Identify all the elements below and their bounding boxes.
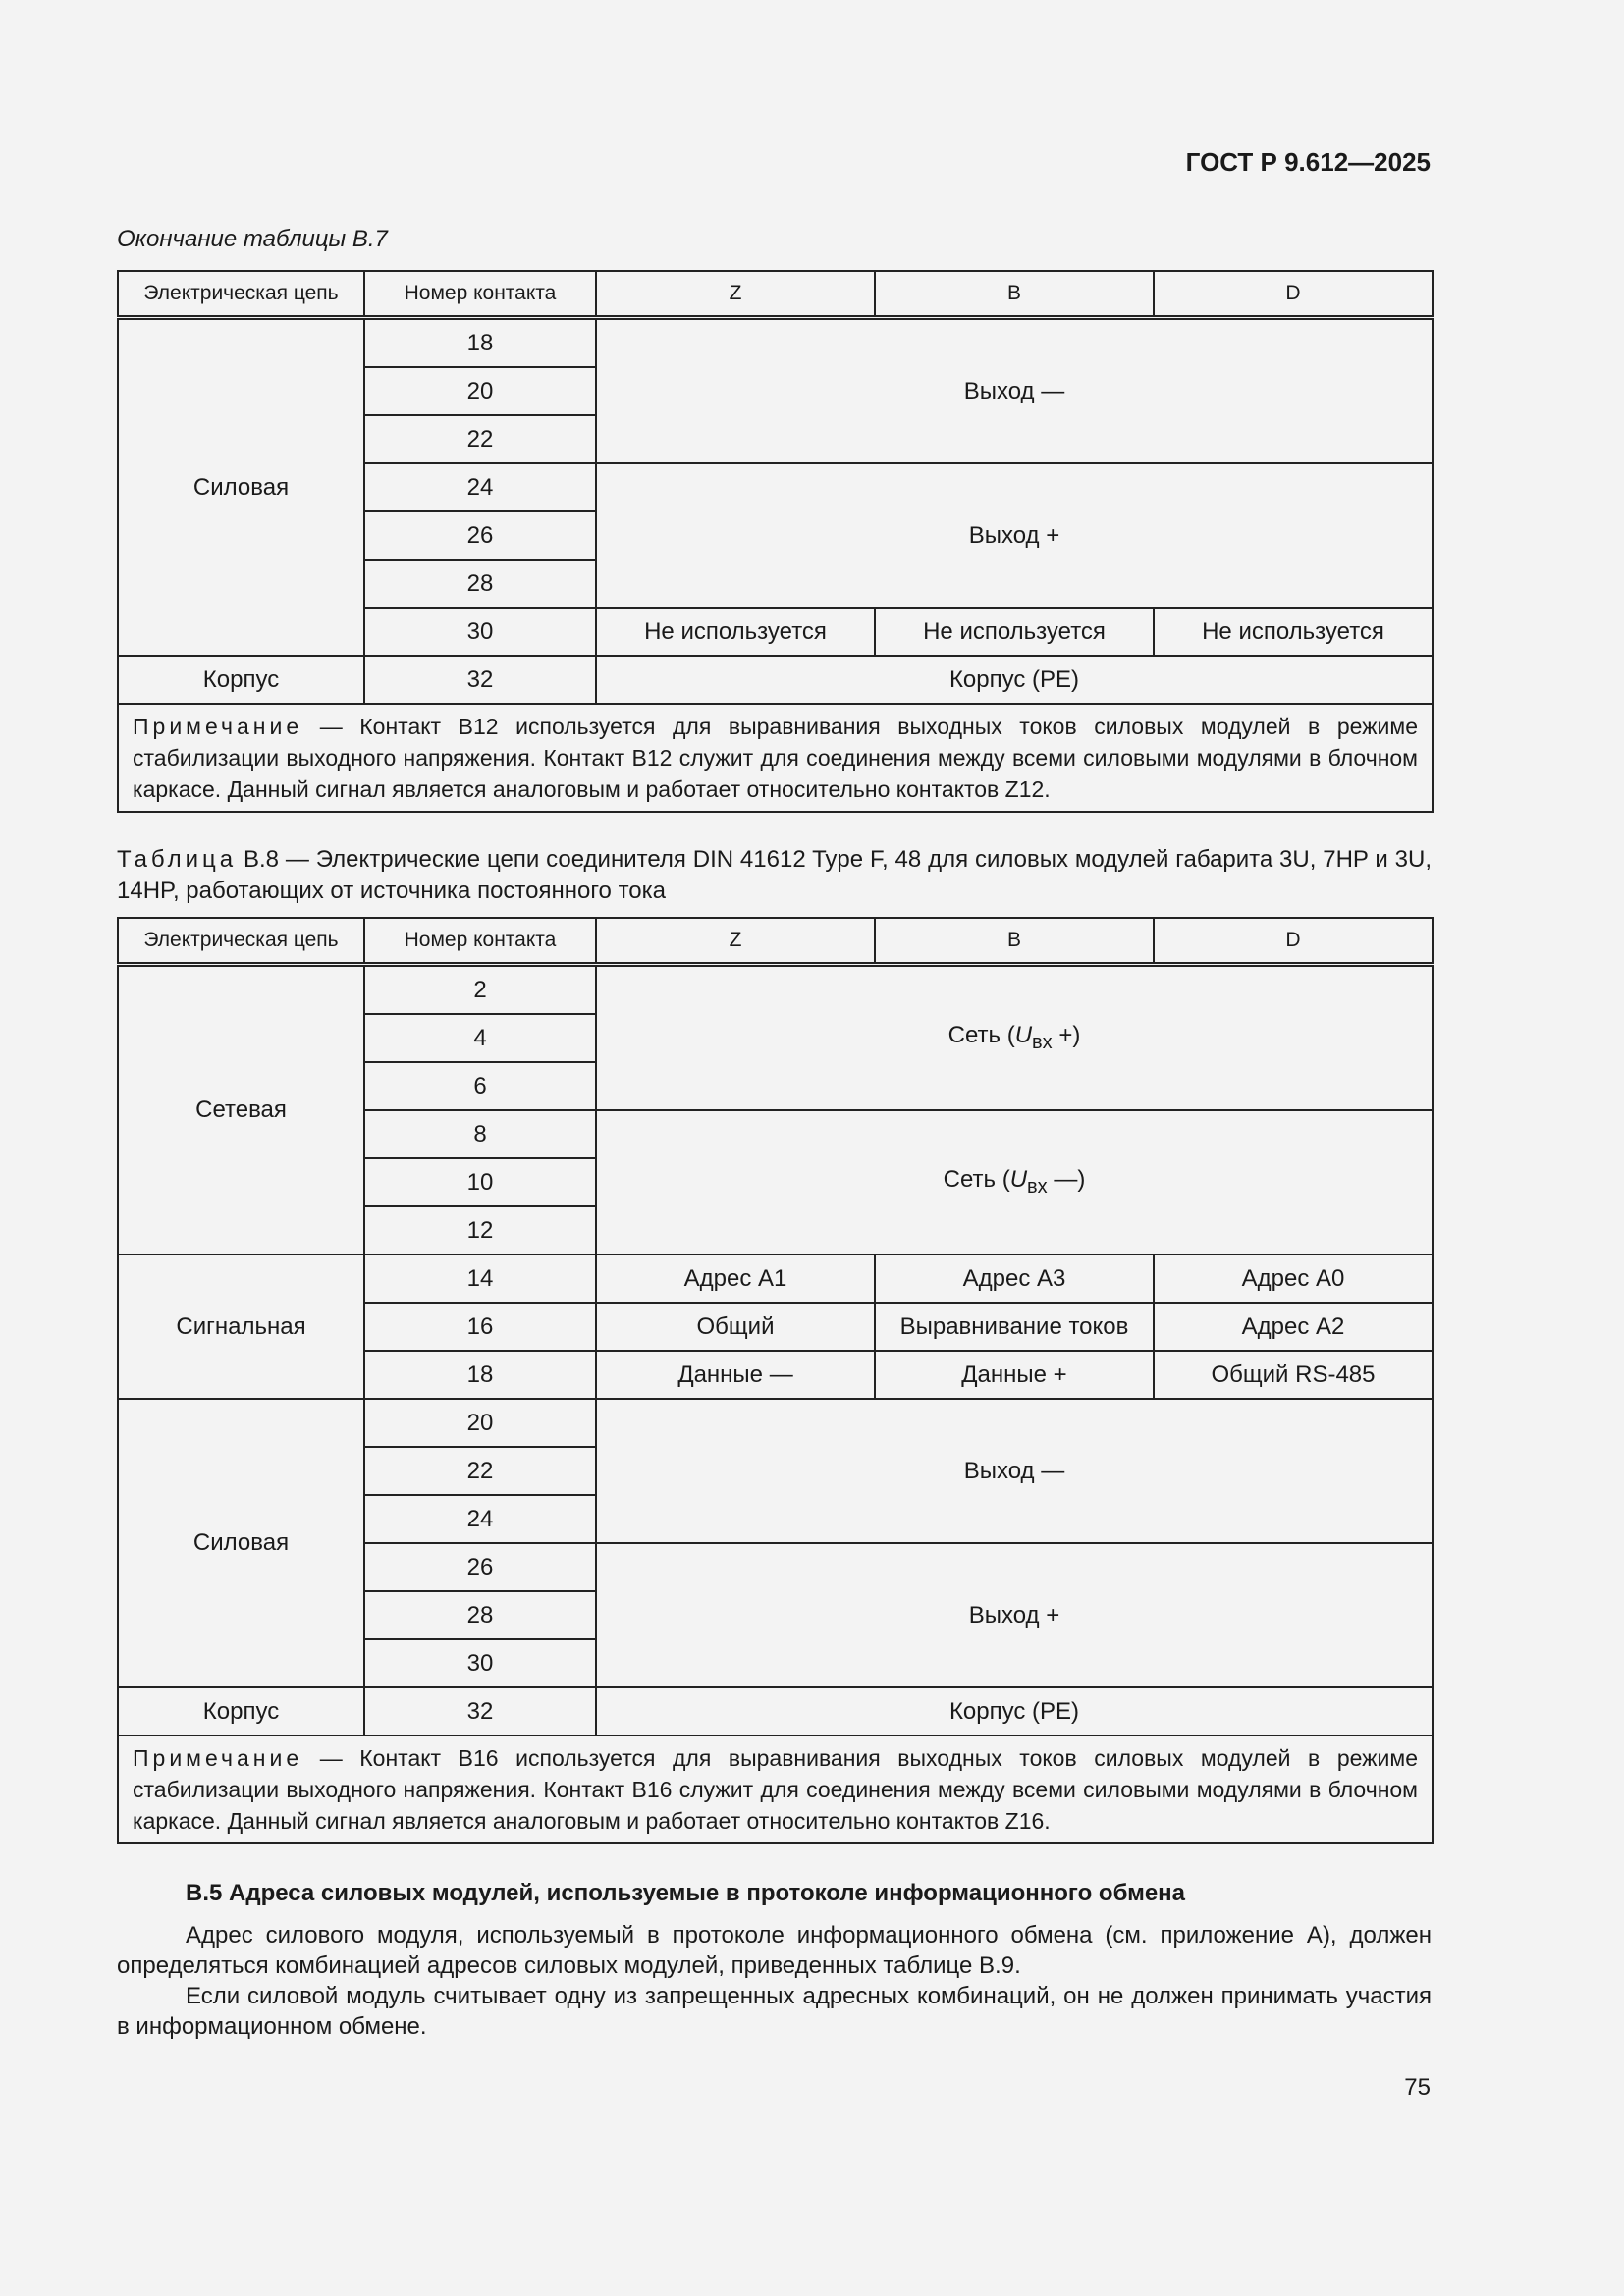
- col-header-contact: Номер контакта: [364, 918, 596, 965]
- contact-cell: 8: [364, 1110, 596, 1158]
- document-id: ГОСТ Р 9.612—2025: [1185, 147, 1431, 177]
- contact-cell: 32: [364, 1687, 596, 1735]
- contact-cell: 20: [364, 1399, 596, 1447]
- col-header-z: Z: [596, 271, 875, 318]
- contact-cell: 22: [364, 415, 596, 463]
- voltage-symbol: U: [1009, 1166, 1028, 1194]
- col-header-d: D: [1154, 271, 1433, 318]
- voltage-subscript: вх: [1032, 1031, 1053, 1053]
- group-cell-power: Силовая: [118, 318, 364, 657]
- col-header-b: B: [875, 918, 1154, 965]
- cell-unused-d: Не используется: [1154, 608, 1433, 656]
- contact-cell: 24: [364, 1495, 596, 1543]
- contact-cell: 2: [364, 965, 596, 1015]
- contact-cell: 30: [364, 608, 596, 656]
- net-prefix: Сеть (: [943, 1166, 1010, 1194]
- contact-cell: 22: [364, 1447, 596, 1495]
- table-b7: [117, 270, 1434, 813]
- table-caption-label: Таблица: [117, 846, 238, 873]
- cell-b: Выравнивание токов: [875, 1303, 1154, 1351]
- col-header-contact: Номер контакта: [364, 271, 596, 318]
- table-b8: [117, 917, 1434, 1844]
- contact-cell: 12: [364, 1206, 596, 1255]
- cell-b: Данные +: [875, 1351, 1154, 1399]
- contact-cell: 4: [364, 1014, 596, 1062]
- note-text: — Контакт В16 используется для выравнивания выходных токов силовых модулей в режиме стабилизации выходного напряжения. Контакт В16 служит для соединения между всеми силовыми модулями в блочном каркасе. Данный сигнал является аналоговым и работает относительно контактов Z16.: [133, 1745, 1418, 1834]
- cell-z: Общий: [596, 1303, 875, 1351]
- body-paragraph: Если силовой модуль считывает одну из запрещенных адресных комбинаций, он не должен принимать участия в информационном обмене.: [117, 1983, 1432, 2040]
- body-paragraph: Адрес силового модуля, используемый в протоколе информационного обмена (см. приложение А), должен определяться комбинацией адресов силовых модулей, приведенных таблице В.9.: [117, 1922, 1432, 1979]
- cell-d: Адрес А2: [1154, 1303, 1433, 1351]
- note-text: — Контакт В12 используется для выравнивания выходных токов силовых модулей в режиме стабилизации выходного напряжения. Контакт В12 служит для соединения между всеми силовыми модулями в блочном каркасе. Данный сигнал является аналоговым и работает относительно контактов Z12.: [133, 714, 1418, 802]
- contact-cell: 30: [364, 1639, 596, 1687]
- contact-cell: 20: [364, 367, 596, 415]
- merged-cell-network-plus: [596, 965, 1433, 1111]
- group-cell-case: Корпус: [118, 656, 364, 704]
- net-prefix: Сеть (: [947, 1022, 1015, 1049]
- merged-cell-output-plus: Выход +: [596, 1543, 1433, 1687]
- voltage-subscript: вх: [1027, 1175, 1048, 1198]
- voltage-symbol: U: [1014, 1022, 1033, 1049]
- cell-d: Общий RS-485: [1154, 1351, 1433, 1399]
- case-value-cell: Корпус (PE): [596, 656, 1433, 704]
- contact-cell: 10: [364, 1158, 596, 1206]
- col-header-circuit: Электрическая цепь: [118, 918, 364, 965]
- cell-z: Адрес А1: [596, 1255, 875, 1303]
- net-suffix: —): [1047, 1166, 1086, 1194]
- contact-cell: 18: [364, 1351, 596, 1399]
- table-caption-text: В.8 — Электрические цепи соединителя DIN 41612 Type F, 48 для силовых модулей габарита 3U, 7HP и 3U, 14HP, работающих от источника постоянного тока: [117, 846, 1432, 904]
- cell-unused-b: Не используется: [875, 608, 1154, 656]
- contact-cell: 26: [364, 511, 596, 560]
- cell-b: Адрес А3: [875, 1255, 1154, 1303]
- col-header-z: Z: [596, 918, 875, 965]
- contact-cell: 24: [364, 463, 596, 511]
- note-label: Примечание: [133, 714, 303, 739]
- merged-cell-output-plus: Выход +: [596, 463, 1433, 608]
- case-value-cell: Корпус (PE): [596, 1687, 1433, 1735]
- cell-unused-z: Не используется: [596, 608, 875, 656]
- contact-cell: 28: [364, 1591, 596, 1639]
- note-label: Примечание: [133, 1745, 303, 1771]
- contact-cell: 16: [364, 1303, 596, 1351]
- section-heading: В.5 Адреса силовых модулей, используемые в протоколе информационного обмена: [186, 1880, 1186, 1906]
- col-header-b: B: [875, 271, 1154, 318]
- group-cell-network: Сетевая: [118, 965, 364, 1255]
- contact-cell: 6: [364, 1062, 596, 1110]
- cell-d: Адрес А0: [1154, 1255, 1433, 1303]
- net-suffix: +): [1052, 1022, 1081, 1049]
- group-cell-signal: Сигнальная: [118, 1255, 364, 1399]
- table-caption: [117, 844, 1432, 907]
- contact-cell: 26: [364, 1543, 596, 1591]
- table-note: [118, 704, 1433, 812]
- table-note: [118, 1735, 1433, 1843]
- col-header-circuit: Электрическая цепь: [118, 271, 364, 318]
- page-number: 75: [1404, 2074, 1431, 2101]
- contact-cell: 18: [364, 318, 596, 368]
- group-cell-case: Корпус: [118, 1687, 364, 1735]
- table-continuation-caption: Окончание таблицы В.7: [117, 226, 388, 252]
- cell-z: Данные —: [596, 1351, 875, 1399]
- contact-cell: 14: [364, 1255, 596, 1303]
- contact-cell: 32: [364, 656, 596, 704]
- merged-cell-output-minus: Выход —: [596, 318, 1433, 464]
- merged-cell-network-minus: [596, 1110, 1433, 1255]
- contact-cell: 28: [364, 560, 596, 608]
- group-cell-power: Силовая: [118, 1399, 364, 1687]
- merged-cell-output-minus: Выход —: [596, 1399, 1433, 1543]
- col-header-d: D: [1154, 918, 1433, 965]
